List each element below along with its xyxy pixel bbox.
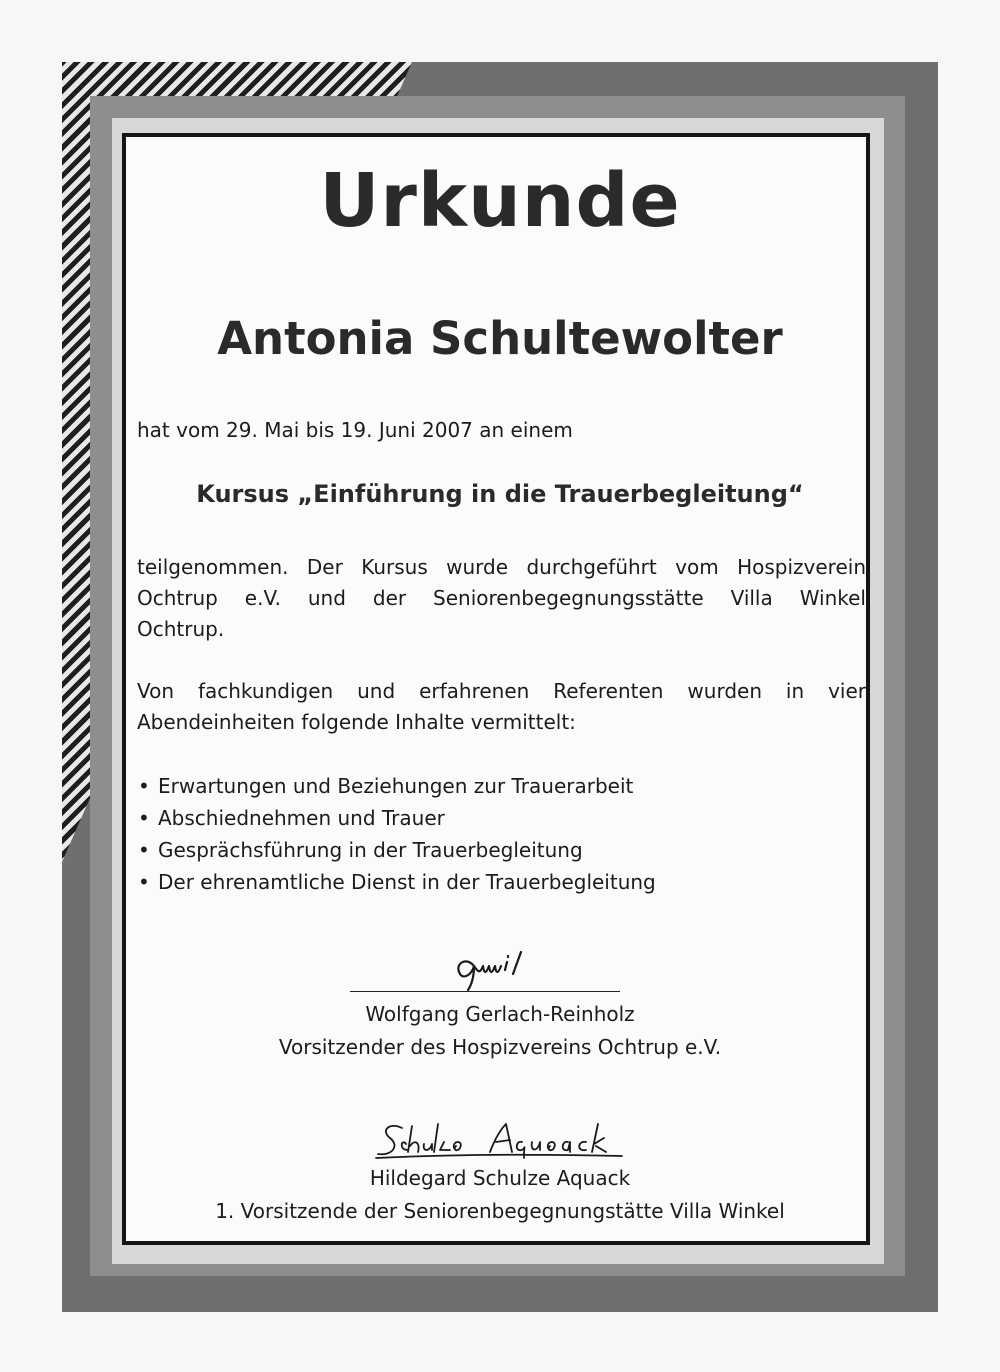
bullet-icon: • (138, 806, 150, 830)
paragraph-participation-line-3: Ochtrup. (137, 617, 225, 641)
intro-text: hat vom 29. Mai bis 19. Juni 2007 an einem (137, 418, 573, 442)
paragraph-content-line-1: Von fachkundigen und erfahrenen Referenten wurden in vier (137, 679, 866, 703)
signature-wolfgang-gerlach-reinholz (450, 944, 550, 992)
topic-text: Erwartungen und Beziehungen zur Trauerarbeit (158, 774, 634, 798)
bullet-icon: • (138, 838, 150, 862)
list-item (138, 802, 656, 834)
paragraph-participation-line-1: teilgenommen. Der Kursus wurde durchgeführt vom Hospizverein (137, 555, 866, 579)
paragraph-content-line-2: Abendeinheiten folgende Inhalte vermittelt: (137, 710, 576, 734)
signatory2-role: 1. Vorsitzende der Seniorenbegegnungstätte Villa Winkel (215, 1199, 785, 1223)
topic-text: Gesprächsführung in der Trauerbegleitung (158, 838, 583, 862)
recipient-name: Antonia Schultewolter (217, 312, 783, 365)
signatory2-name: Hildegard Schulze Aquack (369, 1166, 631, 1190)
signatory1-name: Wolfgang Gerlach-Reinholz (365, 1002, 635, 1026)
list-item (138, 834, 656, 866)
course-title: Kursus „Einführung in die Trauerbegleitung“ (196, 480, 804, 508)
signature-hildegard-schulze-aquack (372, 1120, 632, 1162)
bullet-icon: • (138, 774, 150, 798)
certificate-title: Urkunde (319, 158, 681, 244)
list-item (138, 866, 656, 898)
topic-list (138, 770, 656, 898)
signatory1-role: Vorsitzender des Hospizvereins Ochtrup e.V. (278, 1035, 722, 1059)
bullet-icon: • (138, 870, 150, 894)
topic-text: Abschiednehmen und Trauer (158, 806, 445, 830)
topic-text: Der ehrenamtliche Dienst in der Trauerbegleitung (158, 870, 656, 894)
list-item (138, 770, 656, 802)
signature-line (350, 991, 620, 992)
paragraph-participation-line-2: Ochtrup e.V. und der Seniorenbegegnungsstätte Villa Winkel (137, 586, 866, 610)
